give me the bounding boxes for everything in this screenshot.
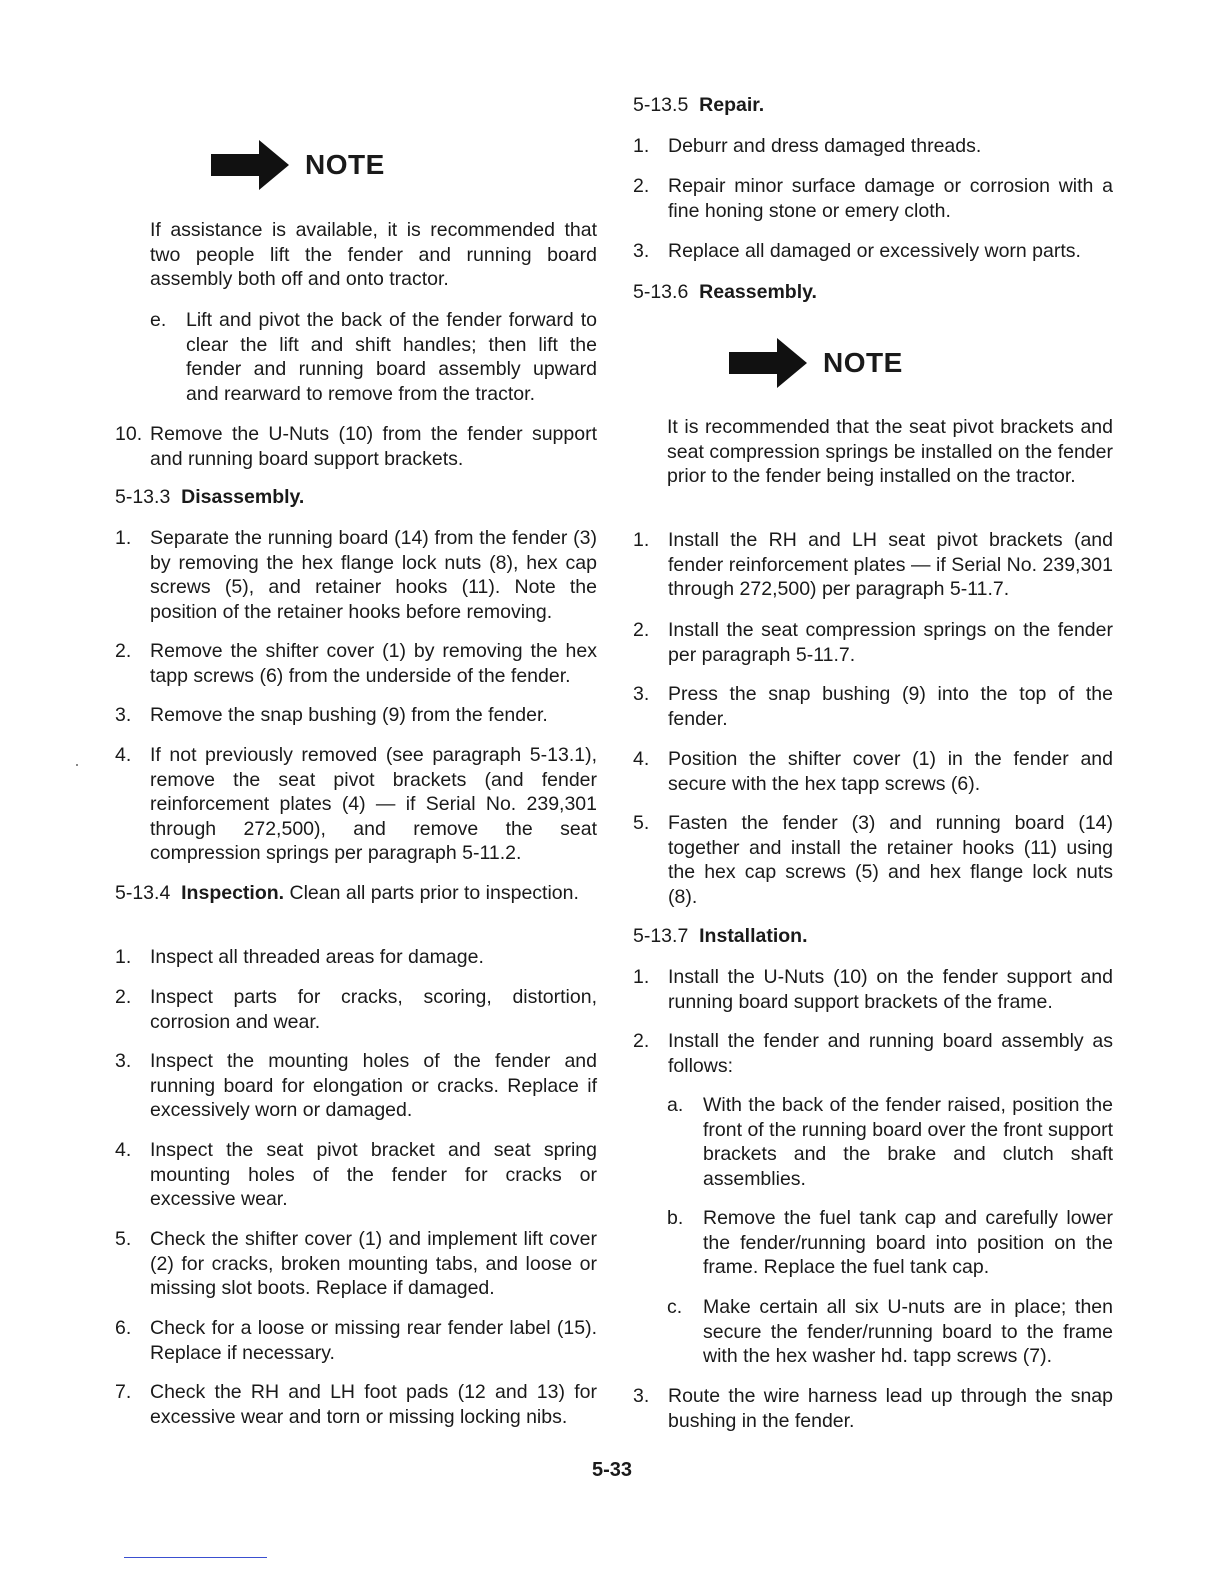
list-item: 2. Install the seat compression springs on the fender per paragraph 5-11.7. xyxy=(633,619,1113,666)
list-item: 4. Inspect the seat pivot bracket and seat spring mounting holes of the fender for cracks or excessive wear. xyxy=(115,1139,597,1210)
list-item: 2. Repair minor surface damage or corrosion with a fine honing stone or emery cloth. xyxy=(633,175,1113,222)
note-title: NOTE xyxy=(823,346,903,378)
list-item: b. Remove the fuel tank cap and carefully lower the fender/running board into position on the frame. Replace the fuel tank cap. xyxy=(667,1207,1113,1278)
note-text: It is recommended that the seat pivot brackets and seat compression springs be installed on the fender prior to the fender being installed on the tractor. xyxy=(667,416,1113,487)
list-item: 2. Inspect parts for cracks, scoring, distortion, corrosion and wear. xyxy=(115,986,597,1033)
section-heading-repair: 5-13.5 Repair. xyxy=(633,94,765,116)
note-head-left xyxy=(211,140,597,190)
list-item: 5. Check the shifter cover (1) and implement lift cover (2) for cracks, broken mounting tabs, and loose or missing slot boots. Replace if damaged. xyxy=(115,1228,597,1299)
list-item: c. Make certain all six U-nuts are in place; then secure the fender/running board to the frame with the hex washer hd. tapp screws (7). xyxy=(667,1296,1113,1367)
list-item: 3. Remove the snap bushing (9) from the fender. xyxy=(115,704,548,726)
list-item: a. With the back of the fender raised, position the front of the running board over the front support brackets and the brake and clutch shaft assemblies. xyxy=(667,1094,1113,1190)
note-arrow-icon xyxy=(729,338,807,388)
section-heading-reassembly: 5-13.6 Reassembly. xyxy=(633,281,817,303)
list-item: 10. Remove the U-Nuts (10) from the fender support and running board support brackets. xyxy=(115,423,597,470)
list-item: 5. Fasten the fender (3) and running board (14) together and install the retainer hooks (11) using the hex cap screws (5) and hex flange lock nuts (8). xyxy=(633,812,1113,908)
page-number: 5-33 xyxy=(591,1459,633,1481)
list-item: 3. Press the snap bushing (9) into the top of the fender. xyxy=(633,683,1113,730)
section-heading-inspection: 5-13.4 Inspection. Clean all parts prior to inspection. xyxy=(115,882,579,904)
section-heading-installation: 5-13.7 Installation. xyxy=(633,925,808,947)
list-item: 7. Check the RH and LH foot pads (12 and 13) for excessive wear and torn or missing locking nibs. xyxy=(115,1381,597,1428)
list-item: 2. Install the fender and running board assembly as follows: xyxy=(633,1030,1113,1077)
note-text: If assistance is available, it is recommended that two people lift the fender and running board assembly both off and onto tractor. xyxy=(150,219,597,290)
note-arrow-icon xyxy=(211,140,289,190)
list-item: 1. Separate the running board (14) from the fender (3) by removing the hex flange lock nuts (8), hex cap screws (5), and retainer hooks (11). Note the position of the retainer hooks before removing. xyxy=(115,527,597,623)
list-item: 1. Deburr and dress damaged threads. xyxy=(633,135,982,157)
list-item: 2. Remove the shifter cover (1) by removing the hex tapp screws (6) from the underside of the fender. xyxy=(115,640,597,687)
list-item: 4. Position the shifter cover (1) in the fender and secure with the hex tapp screws (6). xyxy=(633,748,1113,795)
list-item: 3. Replace all damaged or excessively worn parts. xyxy=(633,240,1081,262)
list-item: 1. Inspect all threaded areas for damage. xyxy=(115,946,484,968)
bottom-rule xyxy=(124,1557,267,1558)
list-item: 3. Inspect the mounting holes of the fender and running board for elongation or cracks. Replace if excessively worn or damaged. xyxy=(115,1050,597,1121)
list-item: 3. Route the wire harness lead up through the snap bushing in the fender. xyxy=(633,1385,1113,1432)
list-item: e. Lift and pivot the back of the fender forward to clear the lift and shift handles; then lift the fender and running board assembly upward and rearward to remove from the tractor. xyxy=(150,309,597,405)
list-item: 1. Install the RH and LH seat pivot brackets (and fender reinforcement plates — if Serial No. 239,301 through 272,500) per paragraph 5-11.7. xyxy=(633,529,1113,600)
note-title: NOTE xyxy=(305,148,385,180)
list-item: 1. Install the U-Nuts (10) on the fender support and running board support brackets of the frame. xyxy=(633,966,1113,1013)
note-head-right xyxy=(729,338,1113,388)
stray-mark xyxy=(76,764,78,766)
list-item: 4. If not previously removed (see paragraph 5-13.1), remove the seat pivot brackets (and fender reinforcement plates (4) — if Serial No. 239,301 through 272,500), and remove the seat compression springs per paragraph 5-11.2. xyxy=(115,744,597,864)
list-item: 6. Check for a loose or missing rear fender label (15). Replace if necessary. xyxy=(115,1317,597,1364)
section-heading-disassembly: 5-13.3 Disassembly. xyxy=(115,486,305,508)
